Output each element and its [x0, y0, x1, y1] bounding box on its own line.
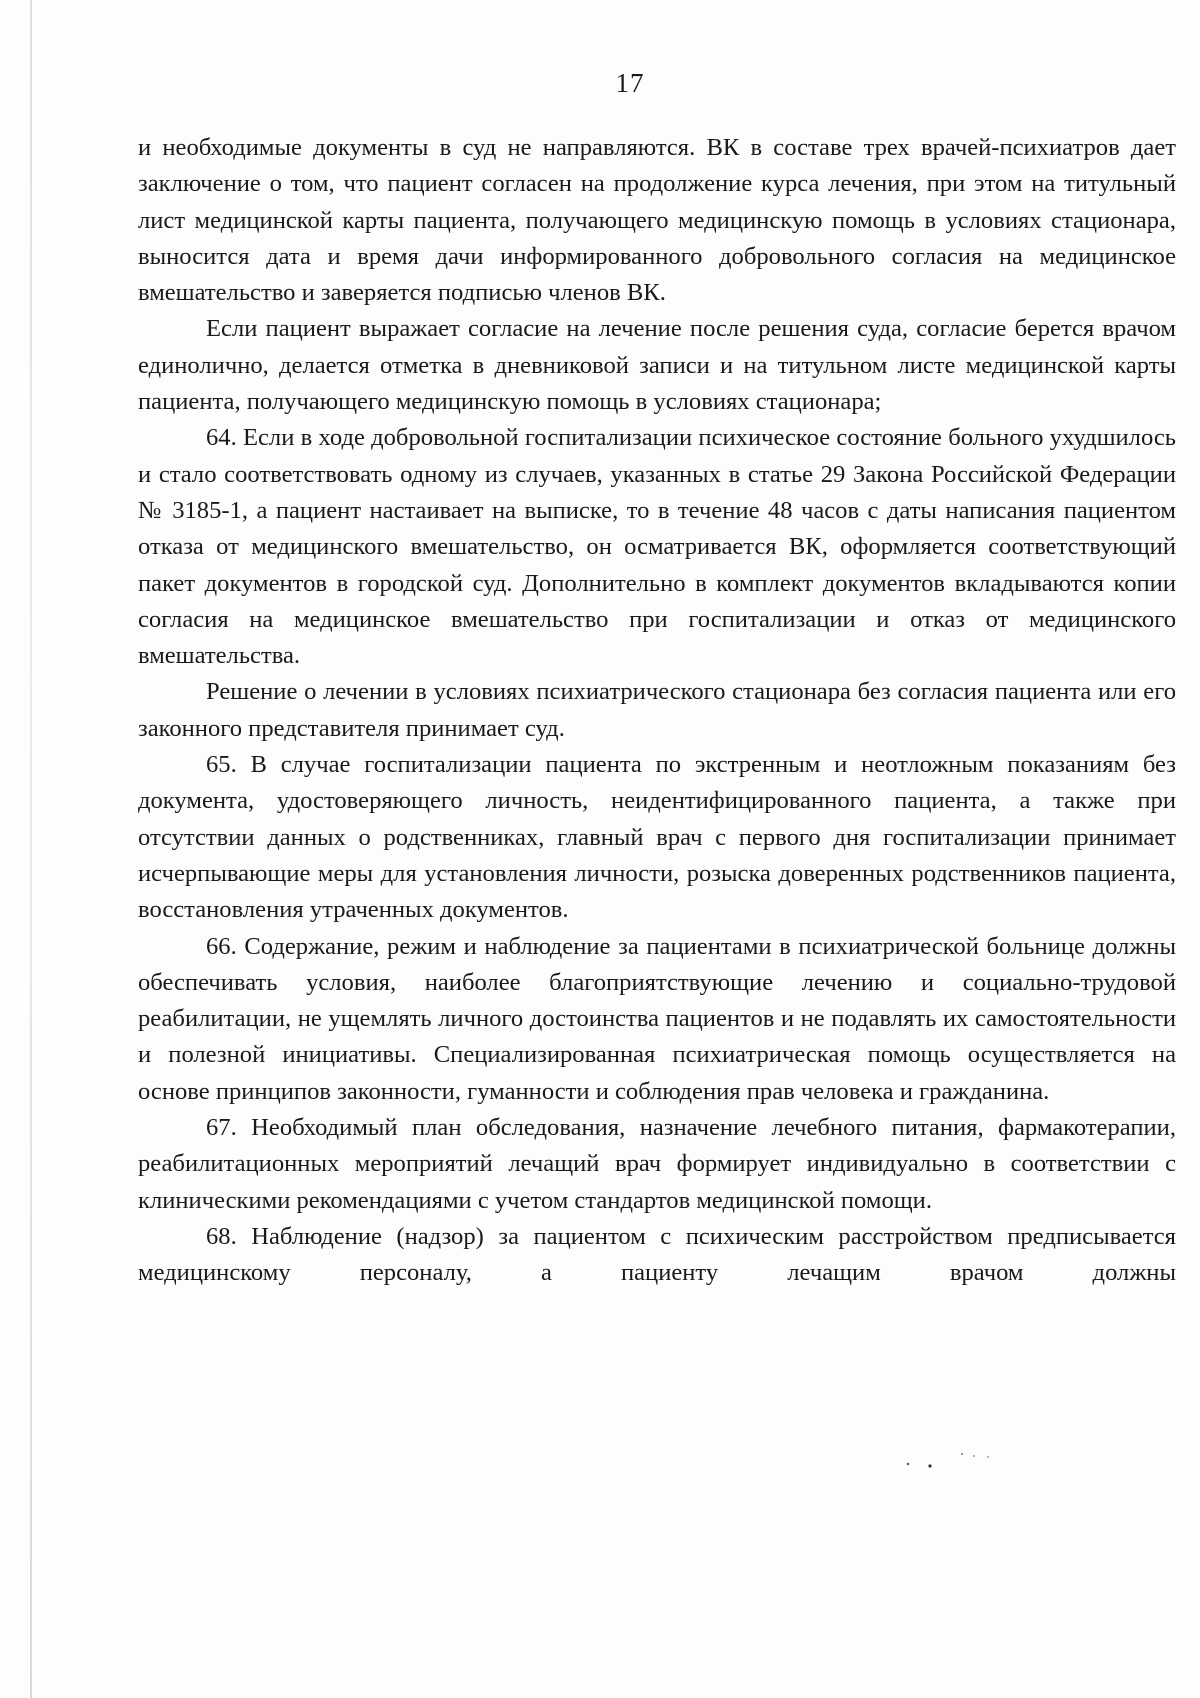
paragraph-item-64: 64. Если в ходе добровольной госпитализации психическое состояние больного ухудшилось и стало соответствовать одному из случаев, указанных в статье 29 Закона Российской Федерации № 3185-1, а пациент настаивает на выписке, то в течение 48 часов с даты написания пациентом отказа от медицинского вмешательство, он осматривается ВК, оформляется соответствующий пакет документов в городской суд. Дополнительно в комплект документов вкладываются копии согласия на медицинское вмешательство при госпитализации и отказ от медицинского вмешательства.: [138, 424, 1176, 670]
scan-specks: [900, 1442, 1020, 1472]
paragraph-item-66: 66. Содержание, режим и наблюдение за пациентами в психиатрической больнице должны обеспечивать условия, наиболее благоприятствующие лечению и социально-трудовой реабилитации, не ущемлять личного достоинства пациентов и не подавлять их самостоятельности и полезной инициативы. Специализированная психиатрическая помощь осуществляется на основе принципов законности, гуманности и соблюдения прав человека и гражданина.: [138, 932, 1176, 1105]
page-number: 17: [615, 68, 645, 98]
scan-edge-shadow: [30, 0, 32, 1698]
paragraph-item-67: 67. Необходимый план обследования, назначение лечебного питания, фармакотерапии, реабилитационных мероприятий лечащий врач формирует индивидуально в соответствии с клиническими рекомендациями с учетом стандартов медицинской помощи.: [138, 1114, 1176, 1214]
paragraph-continuation: и необходимые документы в суд не направляются. ВК в составе трех врачей-психиатров дает заключение о том, что пациент согласен на продолжение курса лечения, при этом на титульный лист медицинской карты пациента, получающего медицинскую помощь в условиях стационара, выносится дата и время дачи информированного добровольного согласия на медицинское вмешательство и заверяется подписью членов ВК.: [138, 134, 1176, 307]
paragraph-consent-after-court: Если пациент выражает согласие на лечение после решения суда, согласие берется врачом единолично, делается отметка в дневниковой записи и на титульном листе медицинской карты пациента, получающего медицинскую помощь в условиях стационара;: [138, 315, 1176, 416]
paragraph-court-decision: Решение о лечении в условиях психиатрического стационара без согласия пациента или его законного представителя принимает суд.: [138, 678, 1176, 742]
paragraph-item-68: 68. Наблюдение (надзор) за пациентом с психическим расстройством предписывается медицинскому персоналу, а пациенту лечащим врачом должны: [138, 1222, 1176, 1287]
document-body: [138, 130, 1176, 1292]
paragraph-item-65: 65. В случае госпитализации пациента по экстренным и неотложным показаниям без документа, удостоверяющего личность, неидентифицированного пациента, а также при отсутствии данных о родственниках, главный врач с первого дня госпитализации принимает исчерпывающие меры для установления личности, розыска доверенных родственников пациента, восстановления утраченных документов.: [138, 751, 1176, 924]
